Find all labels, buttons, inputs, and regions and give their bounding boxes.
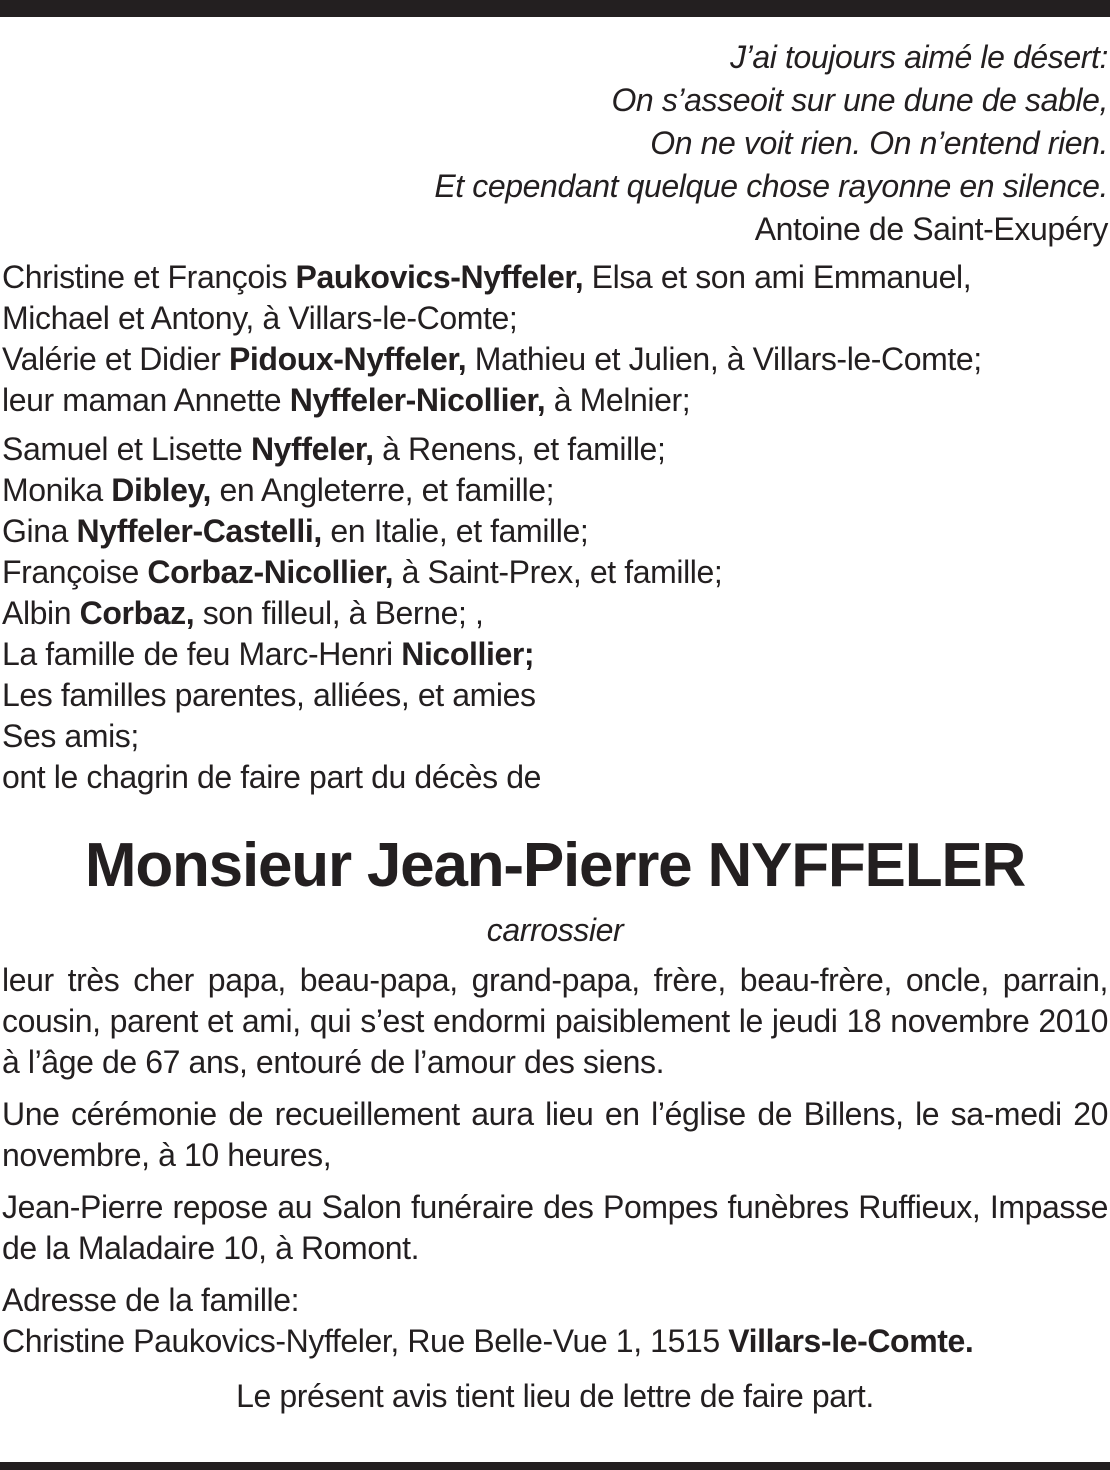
text: Françoise (2, 554, 148, 590)
description-paragraph: leur très cher papa, beau-papa, grand-papa, frère, beau-frère, oncle, parrain, cousin, parent et ami, qui s’est endormi paisiblement le jeudi 18 novembre 2010 à l’âge de 67 ans, entouré de l’amour des siens. (2, 962, 1108, 1080)
family-block (2, 257, 1108, 421)
poem-line: Et cependant quelque chose rayonne en silence. (434, 168, 1108, 204)
text: La famille de feu Marc-Henri (2, 636, 402, 672)
ceremony-paragraph: Une cérémonie de recueillement aura lieu en l’église de Billens, le sa-medi 20 novembre, à 10 heures, (2, 1096, 1108, 1173)
relative-line (2, 634, 1108, 675)
text: Samuel et Lisette (2, 431, 251, 467)
relative-line: Ses amis; (2, 718, 139, 754)
poem-author: Antoine de Saint-Exupéry (754, 211, 1108, 247)
poem-line: J’ai toujours aimé le désert: (730, 39, 1108, 75)
closing-note: Le présent avis tient lieu de lettre de faire part. (236, 1378, 874, 1414)
relative-line (2, 470, 1108, 511)
relative-surname: Corbaz, (79, 595, 195, 631)
family-address (2, 1280, 1108, 1362)
family-line (2, 257, 1108, 298)
relative-surname: Nicollier; (401, 636, 535, 672)
relative-line: ont le chagrin de faire part du décès de (2, 759, 542, 795)
text: Valérie et Didier (2, 341, 229, 377)
address-city: Villars-le-Comte. (728, 1323, 974, 1359)
family-line: Michael et Antony, à Villars-le-Comte; (2, 300, 518, 336)
bottom-rule (0, 1462, 1110, 1470)
text: Monika (2, 472, 112, 508)
text: en Italie, et famille; (321, 513, 589, 549)
family-surname: Pidoux-Nyffeler, (228, 341, 467, 377)
obituary-notice (2, 36, 1108, 1417)
text: à Saint-Prex, et famille; (393, 554, 723, 590)
relative-surname: Corbaz-Nicollier, (147, 554, 394, 590)
relative-line (2, 511, 1108, 552)
relative-line: Les familles parentes, alliées, et amies (2, 677, 536, 713)
text: à Renens, et famille; (373, 431, 666, 467)
text: Mathieu et Julien, à Villars-le-Comte; (466, 341, 982, 377)
family-line (2, 339, 1108, 380)
poem-line: On ne voit rien. On n’entend rien. (650, 125, 1108, 161)
text: en Angleterre, et famille; (211, 472, 555, 508)
family-line (2, 380, 1108, 421)
address-line (2, 1321, 1108, 1362)
relatives-block (2, 429, 1108, 798)
top-rule (0, 0, 1110, 17)
relative-line (2, 429, 1108, 470)
text: Elsa et son ami Emmanuel, (583, 259, 972, 295)
relative-line (2, 552, 1108, 593)
text: Albin (2, 595, 80, 631)
text: son filleul, à Berne; , (194, 595, 484, 631)
deceased-profession: carrossier (486, 912, 624, 948)
family-surname: Paukovics-Nyffeler, (295, 259, 584, 295)
relative-surname: Nyffeler, (250, 431, 374, 467)
address-label: Adresse de la famille: (2, 1282, 300, 1318)
poem-line: On s’asseoit sur une dune de sable, (611, 82, 1108, 118)
poem-quote (2, 36, 1108, 208)
relative-surname: Dibley, (111, 472, 211, 508)
relative-line (2, 593, 1108, 634)
rest-paragraph: Jean-Pierre repose au Salon funéraire des Pompes funèbres Ruffieux, Impasse de la Maladaire 10, à Romont. (2, 1189, 1108, 1266)
relative-surname: Nyffeler-Castelli, (76, 513, 322, 549)
family-surname: Nyffeler-Nicollier, (289, 382, 546, 418)
text: à Melnier; (545, 382, 691, 418)
text: Christine et François (2, 259, 296, 295)
text: Gina (2, 513, 77, 549)
text: Christine Paukovics-Nyffeler, Rue Belle-Vue 1, 1515 (2, 1323, 729, 1359)
deceased-name: Monsieur Jean-Pierre NYFFELER (84, 831, 1026, 900)
text: leur maman Annette (2, 382, 290, 418)
